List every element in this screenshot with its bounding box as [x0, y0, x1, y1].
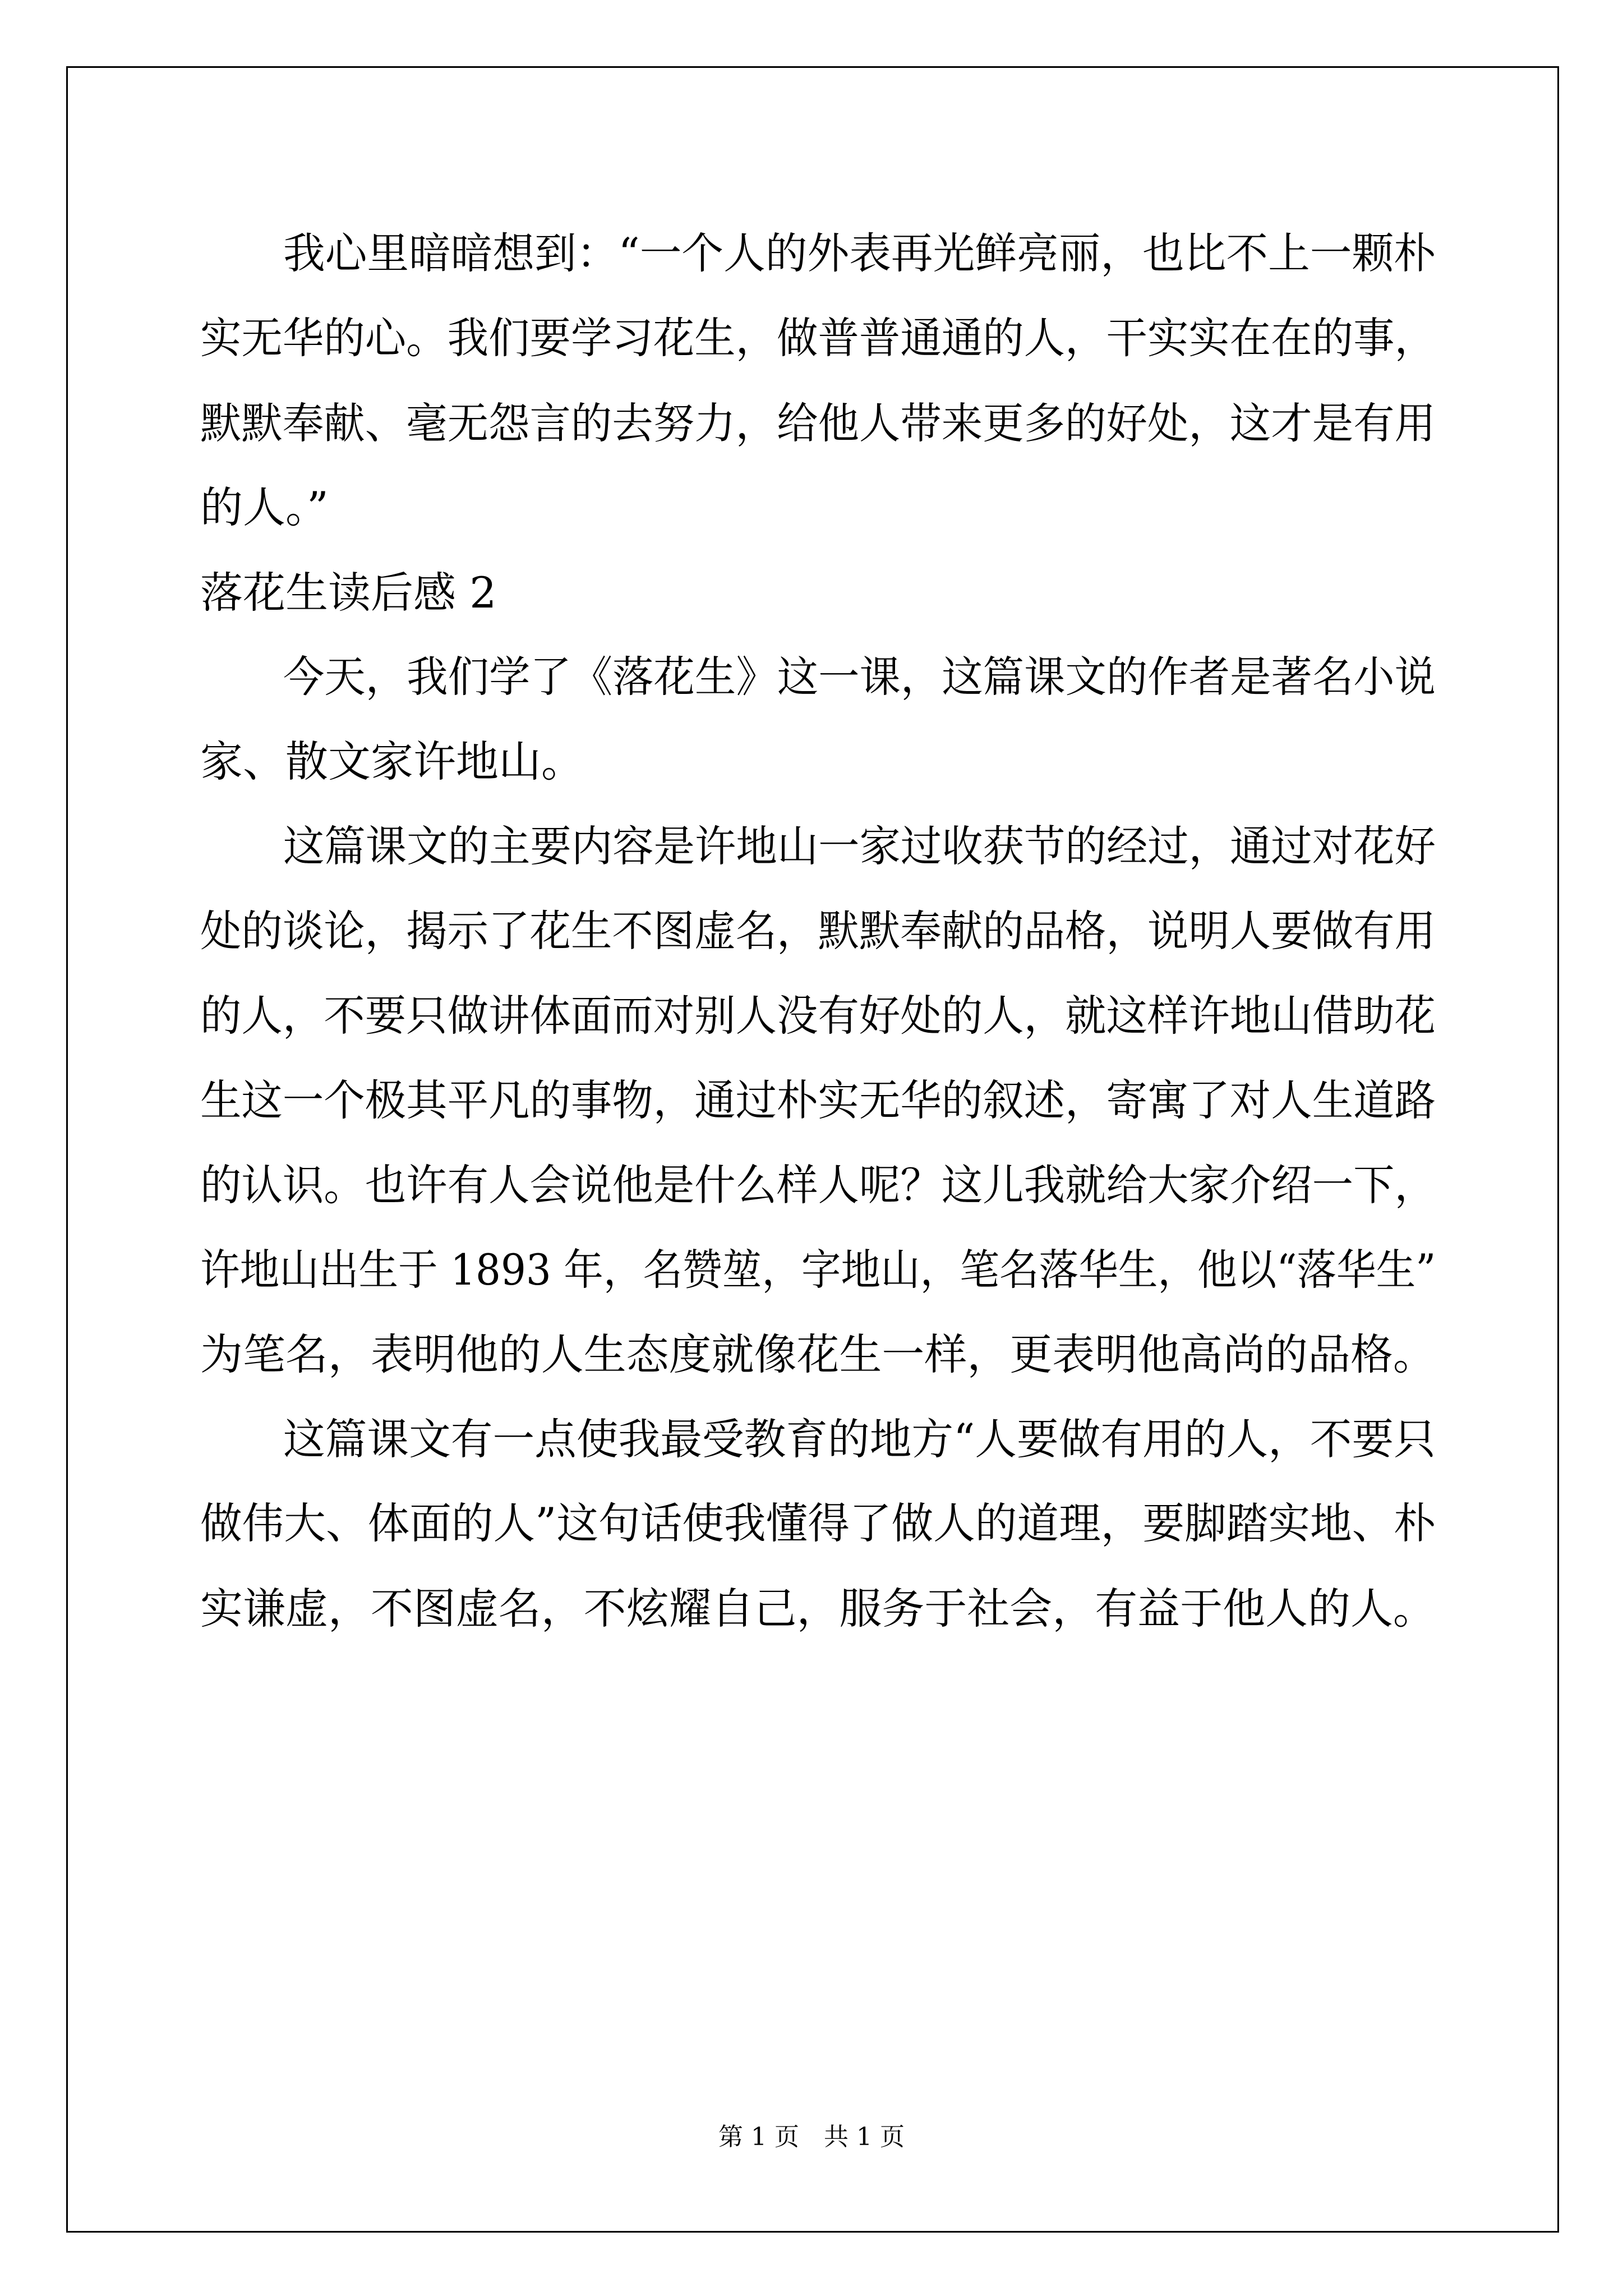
paragraph-3-line-4: 生这一个极其平凡的事物，通过朴实无华的叙述，寄寓了对人生道路: [200, 1075, 1436, 1125]
paragraph-2-line-2: 家、散文家许地山。: [200, 737, 584, 786]
paragraph-3-line-3: 的人，不要只做讲体面而对别人没有好处的人，就这样许地山借助花: [200, 991, 1436, 1041]
paragraph-3-line-6: 许地山出生于 1893 年，名赞堃，字地山，笔名落华生，他以“落华生”: [200, 1245, 1436, 1295]
paragraph-1-line-2: 实无华的心。我们要学习花生，做普普通通的人，干实实在在的事，: [200, 313, 1436, 363]
paragraph-3-line-7: 为笔名，表明他的人生态度就像花生一样，更表明他高尚的品格。: [200, 1329, 1436, 1379]
paragraph-4-line-3: 实谦虚，不图虚名，不炫耀自己，服务于社会，有益于他人的人。: [200, 1584, 1436, 1634]
paragraph-3-line-1: 这篇课文的主要内容是许地山一家过收获节的经过，通过对花好: [283, 821, 1436, 871]
paragraph-3-line-2: 处的谈论，揭示了花生不图虚名，默默奉献的品格，说明人要做有用: [200, 906, 1436, 956]
paragraph-3-line-5: 的认识。也许有人会说他是什么样人呢？这儿我就给大家介绍一下，: [200, 1160, 1436, 1210]
paragraph-4-line-1: 这篇课文有一点使我最受教育的地方“人要做有用的人，不要只: [283, 1414, 1436, 1464]
page-border: [66, 66, 1559, 2233]
paragraph-4-line-2: 做伟大、体面的人”这句话使我懂得了做人的道理，要脚踏实地、朴: [200, 1498, 1436, 1548]
page-footer: 第 1 页 共 1 页: [718, 2123, 905, 2151]
section-heading: 落花生读后感 2: [200, 568, 497, 618]
paragraph-1-line-1: 我心里暗暗想到：“一个人的外表再光鲜亮丽，也比不上一颗朴: [283, 228, 1436, 278]
paragraph-1-line-3: 默默奉献、毫无怨言的去努力，给他人带来更多的好处，这才是有用: [200, 398, 1436, 448]
paragraph-2-line-1: 今天，我们学了《落花生》这一课，这篇课文的作者是著名小说: [283, 652, 1436, 702]
paragraph-1-line-4: 的人。”: [200, 482, 329, 532]
